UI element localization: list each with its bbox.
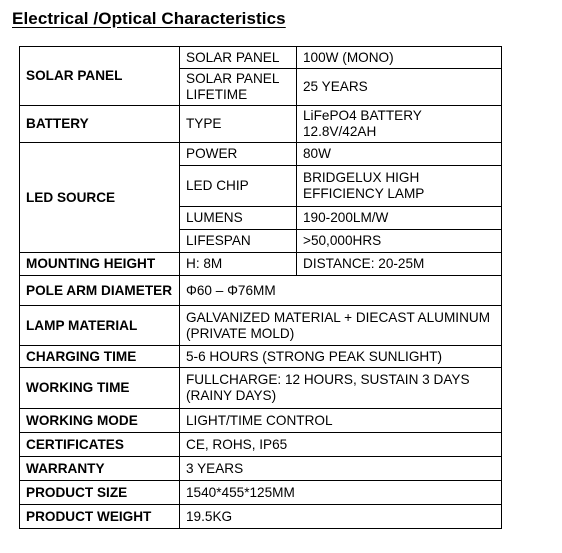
table-row xyxy=(20,368,502,409)
category-mounting-height: MOUNTING HEIGHT xyxy=(20,253,180,276)
spec-value: 1540*455*125MM xyxy=(180,481,502,505)
table-row xyxy=(20,481,502,505)
spec-value: GALVANIZED MATERIAL + DIECAST ALUMINUM (PRIVATE MOLD) xyxy=(180,306,502,346)
spec-value: BRIDGELUX HIGH EFFICIENCY LAMP xyxy=(297,166,502,207)
spec-value: >50,000HRS xyxy=(297,230,502,253)
spec-label: POWER xyxy=(180,143,297,166)
spec-label: LUMENS xyxy=(180,207,297,230)
spec-label: LED CHIP xyxy=(180,166,297,207)
table-row xyxy=(20,457,502,481)
spec-value: Φ60 – Φ76MM xyxy=(180,276,502,306)
spec-value: 3 YEARS xyxy=(180,457,502,481)
spec-value: CE, ROHS, IP65 xyxy=(180,433,502,457)
category-warranty: WARRANTY xyxy=(20,457,180,481)
table-row xyxy=(20,306,502,346)
spec-value: H: 8M xyxy=(180,253,297,276)
spec-value: LIGHT/TIME CONTROL xyxy=(180,409,502,433)
spec-value: LiFePO4 BATTERY 12.8V/42AH xyxy=(297,106,502,143)
spec-value: 100W (MONO) xyxy=(297,47,502,69)
table-row xyxy=(20,346,502,368)
table-row xyxy=(20,253,502,276)
category-product-weight: PRODUCT WEIGHT xyxy=(20,505,180,529)
spec-value: 19.5KG xyxy=(180,505,502,529)
table-row xyxy=(20,143,502,166)
spec-label: SOLAR PANEL LIFETIME xyxy=(180,69,297,106)
table-row xyxy=(20,433,502,457)
table-row xyxy=(20,409,502,433)
spec-label: LIFESPAN xyxy=(180,230,297,253)
spec-value: 25 YEARS xyxy=(297,69,502,106)
spec-value: FULLCHARGE: 12 HOURS, SUSTAIN 3 DAYS (RAINY DAYS) xyxy=(180,368,502,409)
category-led-source: LED SOURCE xyxy=(20,143,180,253)
spec-label: SOLAR PANEL xyxy=(180,47,297,69)
table-row xyxy=(20,276,502,306)
category-charging-time: CHARGING TIME xyxy=(20,346,180,368)
table-row xyxy=(20,47,502,69)
spec-value: DISTANCE: 20-25M xyxy=(297,253,502,276)
spec-value: 80W xyxy=(297,143,502,166)
spec-value: 5-6 HOURS (STRONG PEAK SUNLIGHT) xyxy=(180,346,502,368)
category-product-size: PRODUCT SIZE xyxy=(20,481,180,505)
category-pole-arm-diameter: POLE ARM DIAMETER xyxy=(20,276,180,306)
category-working-mode: WORKING MODE xyxy=(20,409,180,433)
table-row xyxy=(20,106,502,143)
spec-label: TYPE xyxy=(180,106,297,143)
table-row xyxy=(20,505,502,529)
category-solar-panel: SOLAR PANEL xyxy=(20,47,180,106)
category-battery: BATTERY xyxy=(20,106,180,143)
page-title: Electrical /Optical Characteristics xyxy=(12,9,286,28)
spec-value: 190-200LM/W xyxy=(297,207,502,230)
category-working-time: WORKING TIME xyxy=(20,368,180,409)
category-certificates: CERTIFICATES xyxy=(20,433,180,457)
spec-table xyxy=(19,46,502,529)
category-lamp-material: LAMP MATERIAL xyxy=(20,306,180,346)
